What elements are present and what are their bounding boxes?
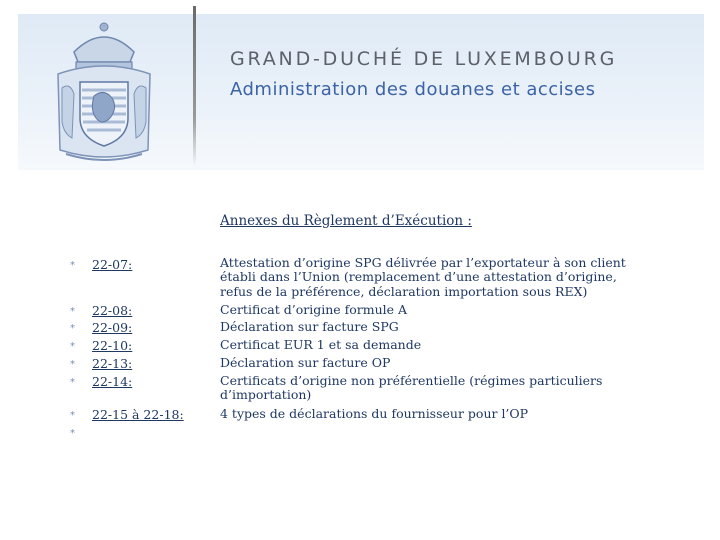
annex-code: 22-13: (92, 356, 133, 371)
list-item (70, 356, 132, 371)
annex-code: 22-07: (92, 257, 133, 272)
annex-code: 22-09: (92, 320, 133, 335)
bullet-star-icon: * (70, 410, 75, 421)
annex-description: Certificat EUR 1 et sa demande (220, 337, 422, 352)
annex-description: Déclaration sur facture OP (220, 355, 391, 370)
annex-description: d’importation) (220, 387, 312, 402)
annex-code: 22-10: (92, 338, 133, 353)
bullet-star-icon: * (70, 260, 75, 271)
page-title: GRAND-DUCHÉ DE LUXEMBOURG (230, 48, 618, 70)
section-heading: Annexes du Règlement d’Exécution : (220, 213, 472, 229)
annex-description: établi dans l’Union (remplacement d’une attestation d’origine, (220, 269, 617, 284)
luxembourg-coat-of-arms-icon (52, 18, 156, 166)
annex-code: 22-14: (92, 374, 133, 389)
list-item (70, 257, 132, 272)
list-item (70, 407, 184, 422)
bullet-star-icon: * (70, 306, 75, 317)
bullet-star-icon: * (70, 359, 75, 370)
list-item (70, 374, 132, 389)
list-item (70, 320, 132, 335)
list-item (70, 425, 92, 440)
annex-description: Certificats d’origine non préférentielle (régimes particuliers (220, 373, 603, 388)
list-item (70, 303, 132, 318)
bullet-star-icon: * (70, 323, 75, 334)
annex-description: 4 types de déclarations du fournisseur pour l’OP (220, 406, 529, 421)
header-divider (193, 6, 196, 166)
annex-description: Certificat d’origine formule A (220, 302, 408, 317)
bullet-star-icon: * (70, 341, 75, 352)
page-subtitle: Administration des douanes et accises (230, 79, 596, 100)
bullet-star-icon: * (70, 428, 75, 439)
annex-code: 22-15 à 22-18: (92, 407, 184, 422)
list-item (70, 338, 132, 353)
annex-description: refus de la préférence, déclaration importation sous REX) (220, 284, 588, 299)
annex-code: 22-08: (92, 303, 133, 318)
bullet-star-icon: * (70, 377, 75, 388)
annex-description: Attestation d’origine SPG délivrée par l’exportateur à son client (220, 255, 626, 270)
annex-description: Déclaration sur facture SPG (220, 319, 399, 334)
